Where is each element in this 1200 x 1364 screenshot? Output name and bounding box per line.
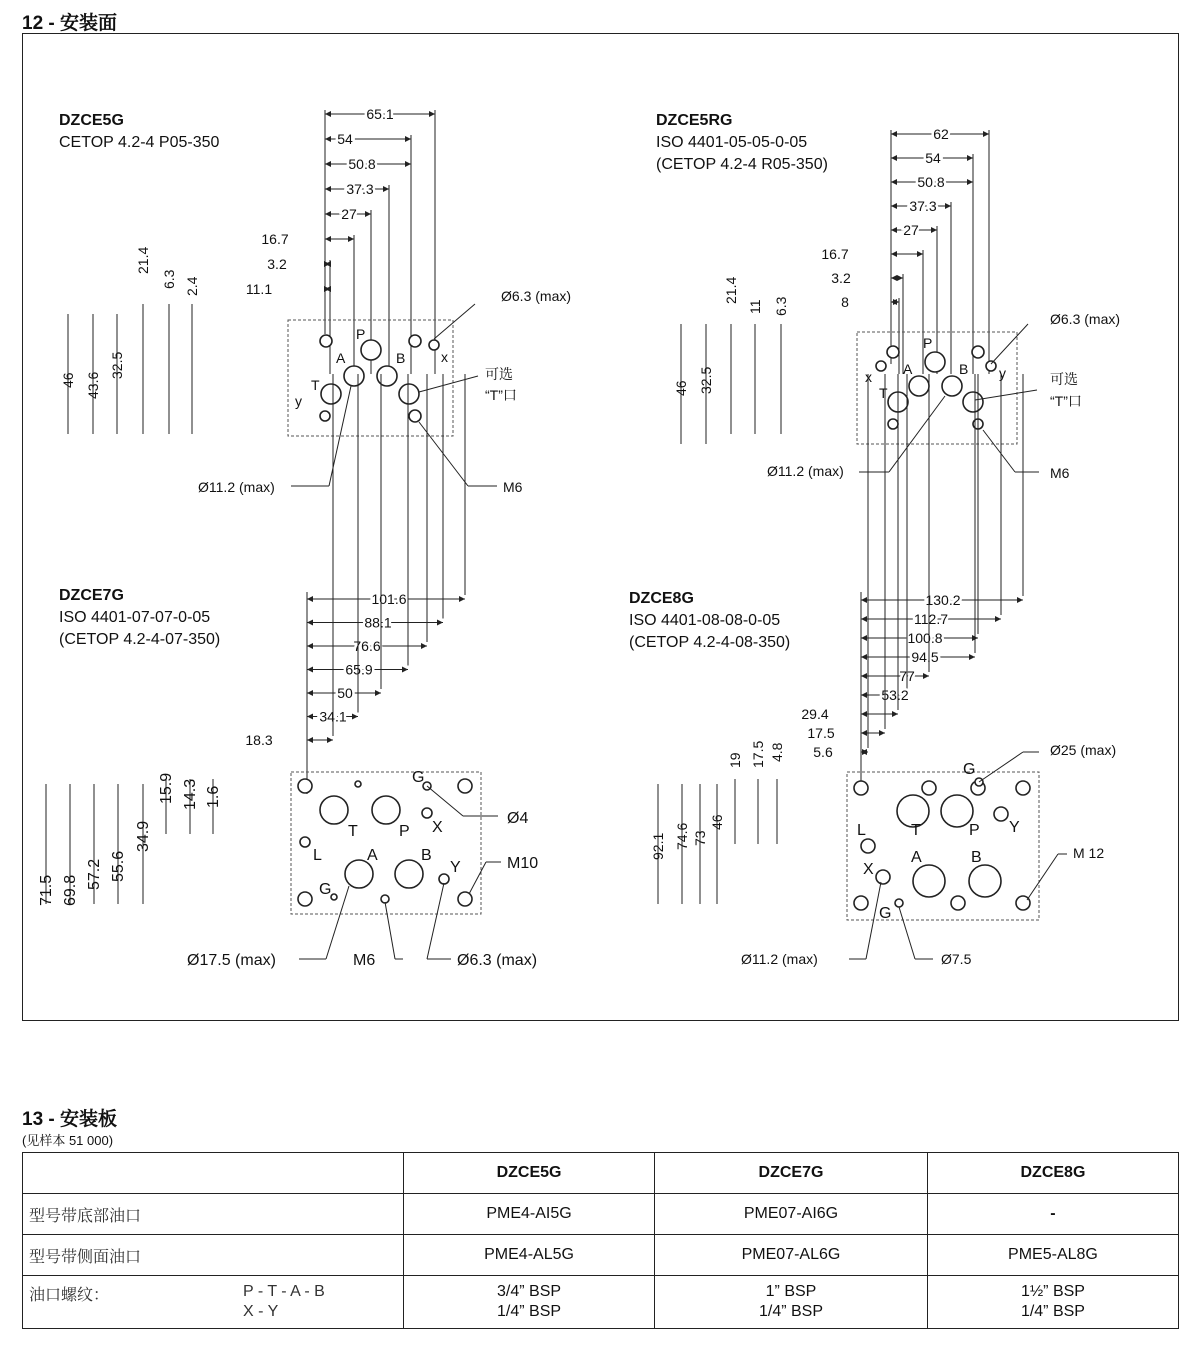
dzce5g-vdim-label: 43.6 [85,371,101,399]
dzce8g-port-label: T [911,822,921,839]
dzce5g-port-hole [361,340,381,360]
dzce8g-hdim-arrow [861,635,867,641]
dzce8g-dim-label: 29.4 [801,706,829,722]
table-header-dzce5g: DZCE5G [404,1153,655,1194]
dzce5g-hdim-arrow [325,136,331,142]
table-header-empty [23,1153,404,1194]
dzce8g-callout: Ø7.5 [941,951,972,967]
dzce5g-hdim-arrow [324,261,330,267]
dzce7g-port-hole [458,892,472,906]
dzce5rg-hdim-arrow [891,251,897,257]
dzce5g-port-hole [321,384,341,404]
dzce7g-port-hole [439,874,449,884]
dzce5rg-hdim-arrow [891,179,897,185]
dzce8g-callout: Ø11.2 (max) [741,951,818,967]
dzce7g-vdim-label: 71.5 [38,874,55,906]
dzce5rg-vdim-label: 21.4 [723,276,739,304]
dzce7g-vdim-label: 1.6 [205,785,222,808]
dzce8g-hdim-arrow [861,616,867,622]
dzce5rg-port-hole [963,392,983,412]
dzce5g-leader [419,376,478,392]
sublabel-xy: X - Y [243,1303,279,1320]
dzce5g-optional-label: “T”口 [485,387,517,403]
dzce8g-vdim-label: 19 [727,752,743,768]
dzce8g-port-hole [854,781,868,795]
table-cell: PME4-AL5G [404,1235,655,1276]
dzce7g-dim-label: 50 [337,685,353,701]
dzce5g-dim-label: 37.3 [346,181,374,197]
dzce8g-port-label: A [911,849,922,866]
dzce8g-port-hole [969,865,1001,897]
dzce7g-vdim-label: 15.9 [158,772,175,804]
dzce8g-port-label: L [857,822,866,839]
dzce8g-port-hole [1016,781,1030,795]
dzce8g-standard: (CETOP 4.2-4-08-350) [629,634,791,651]
dzce5g-port-hole [320,411,330,421]
dzce5rg-port-hole [887,346,899,358]
row-label: 型号带侧面油口 [23,1235,404,1276]
dzce7g-vdim-label: 57.2 [86,858,103,890]
dzce5rg-dim-label: 62 [933,126,949,142]
dzce5rg-port-label: A [903,361,913,377]
dzce5rg-port-hole [972,346,984,358]
dzce7g-model: DZCE7G [59,587,124,604]
dzce7g-port-hole [458,779,472,793]
dzce8g-vdim-label: 74.6 [674,822,690,850]
dzce7g-dim-label: 65.9 [345,661,373,678]
dzce8g-dim-label: 5.6 [813,744,833,760]
dzce5rg-port-label: B [959,361,969,377]
dzce5rg-standard: (CETOP 4.2-4 R05-350) [656,156,828,173]
mounting-surface-frame [22,33,1179,1021]
dzce5rg-hdim-arrow [891,203,897,209]
dzce7g-port-hole [298,779,312,793]
dzce7g-port-hole [320,796,348,824]
dzce7g-port-hole [300,837,310,847]
dzce5g-hdim-arrow [429,111,435,117]
dzce7g-hdim-arrow [437,620,443,626]
dzce5g-dim-label: 50.8 [348,156,376,172]
dzce7g-port-label: X [432,819,443,836]
dzce5rg-hdim-arrow [983,131,989,137]
dzce5rg-vdim-label: 46 [673,380,689,396]
dzce8g-vdim-label: 73 [692,830,708,846]
table-cell [927,1276,1178,1329]
dzce5rg-dim-label: 8 [841,294,849,310]
dzce5rg-port-hole [942,376,962,396]
dzce8g-port-hole [951,896,965,910]
dzce8g-port-label: G [963,761,976,778]
dzce7g-hdim-arrow [421,643,427,649]
dzce8g-port-hole [876,870,890,884]
dzce8g-port-label: Y [1009,819,1020,836]
dzce5rg-dim-label: 37.3 [909,198,937,214]
dzce5g-dim-label: 16.7 [261,231,289,247]
dzce5g-port-hole [377,366,397,386]
dzce5g-vdim-label: 46 [60,372,76,388]
dzce5g-port-label: A [336,350,346,366]
dzce5g-port-label: T [311,377,320,393]
dzce7g-dim-label: 34.1 [319,708,347,725]
dzce5rg-port-hole [986,361,996,371]
table-header-dzce7g: DZCE7G [655,1153,928,1194]
dzce8g-hdim-arrow [861,654,867,660]
dzce7g-leader [385,902,395,959]
dzce5rg-hdim-arrow [917,251,923,257]
dzce7g-vdim-label: 69.8 [62,874,79,906]
dzce8g-standard: ISO 4401-08-08-0-05 [629,612,781,629]
dzce5g-port-hole [429,340,439,350]
dzce8g-port-label: X [863,861,874,878]
dzce5rg-port-label: y [999,365,1006,381]
dzce7g-standard: (CETOP 4.2-4-07-350) [59,631,221,648]
table-header-dzce8g: DZCE8G [927,1153,1178,1194]
dzce8g-port-hole [895,899,903,907]
dzce7g-port-hole [345,860,373,888]
dzce7g-dim-label: 101.6 [371,591,407,607]
dzce5rg-hdim-arrow [967,155,973,161]
row-label: 油口螺纹： [29,1287,110,1304]
dzce7g-hdim-arrow [307,737,313,743]
dzce5rg-port-hole [876,361,886,371]
dzce7g-dim-label: 18.3 [245,732,273,748]
dzce7g-port-label: A [367,847,378,864]
dzce7g-port-label: Y [450,859,461,876]
dzce5g-model: DZCE5G [59,112,124,129]
table-row [23,1235,1179,1276]
table-row [23,1194,1179,1235]
dzce5g-hdim-arrow [365,211,371,217]
dzce5g-hdim-arrow [325,111,331,117]
table-header-row [23,1153,1179,1194]
row-label: 型号带底部油口 [23,1194,404,1235]
section-12-title: 12 - 安装面 [22,13,118,34]
thread-pilot: 1/4” BSP [758,1303,823,1320]
dzce5g-dim-label: 27 [341,206,357,222]
dzce5g-hdim-arrow [325,161,331,167]
dzce7g-port-label: P [399,823,410,840]
dzce8g-port-hole [854,896,868,910]
dzce5g-vdim-label: 2.4 [184,276,200,296]
dzce7g-dim-label: 76.6 [353,638,381,654]
dzce5rg-hdim-arrow [891,131,897,137]
dzce7g-vdim-label: 14.3 [182,778,199,810]
dzce5rg-vdim-label: 6.3 [773,296,789,316]
dzce7g-hdim-arrow [307,714,313,720]
dzce5g-hdim-arrow [325,211,331,217]
dzce5rg-port-label: x [865,369,872,385]
mounting-surface-drawing [23,34,1180,1022]
dzce8g-port-label: G [879,905,892,922]
dzce8g-hdim-arrow [861,692,867,698]
dzce5rg-optional-label: 可选 [1050,371,1078,387]
dzce7g-hdim-arrow [327,737,333,743]
dzce5rg-callout: M6 [1050,465,1070,481]
dzce5g-hdim-arrow [324,286,330,292]
dzce8g-port-label: P [969,822,980,839]
dzce7g-port-hole [422,808,432,818]
dzce7g-hdim-arrow [402,667,408,673]
dzce5g-hdim-arrow [383,186,389,192]
dzce5g-dim-label: 65.1 [366,106,394,122]
dzce5rg-hdim-arrow [891,155,897,161]
dzce5rg-leader [991,324,1028,364]
thread-main: 3/4” BSP [497,1283,562,1300]
dzce7g-callout: Ø6.3 (max) [457,952,538,969]
dzce5rg-hdim-arrow [967,179,973,185]
dzce5g-dim-label: 11.1 [245,281,273,297]
dzce5rg-port-label: P [923,335,933,351]
dzce7g-standard: ISO 4401-07-07-0-05 [59,609,211,626]
dzce5g-optional-label: 可选 [485,366,513,382]
dzce7g-vdim-label: 55.6 [110,850,127,882]
dzce5rg-dim-label: 16.7 [821,246,849,262]
dzce7g-port-label: G [412,769,425,786]
dzce8g-port-hole [861,839,875,853]
dzce5rg-port-hole [909,376,929,396]
dzce8g-vdim-label: 4.8 [769,742,785,762]
dzce8g-dim-label: 53.2 [881,687,909,703]
dzce5g-dim-label: 3.2 [267,256,287,272]
dzce5g-port-hole [344,366,364,386]
dzce8g-dim-label: 94.5 [911,649,939,665]
dzce7g-port-hole [372,796,400,824]
table-row [23,1276,1179,1329]
dzce7g-callout: Ø4 [507,810,529,827]
dzce8g-dim-label: 77 [899,668,915,684]
thread-pilot: 1/4” BSP [1020,1303,1085,1320]
dzce7g-callout: M10 [507,855,539,872]
dzce8g-dim-label: 100.8 [907,630,943,646]
dzce8g-hdim-arrow [923,673,929,679]
dzce8g-leader [979,752,1023,782]
dzce8g-hdim-arrow [1017,597,1023,603]
dzce5g-hdim-arrow [348,236,354,242]
dzce8g-port-hole [994,807,1008,821]
table-cell: PME4-AI5G [404,1194,655,1235]
dzce8g-port-hole [922,781,936,795]
dzce7g-hdim-arrow [307,643,313,649]
dzce8g-vdim-label: 46 [709,814,725,830]
dzce5rg-port-hole [925,352,945,372]
dzce8g-leader [899,907,915,959]
dzce7g-port-hole [355,781,361,787]
sublabel-ptab: P - T - A - B [243,1283,325,1300]
dzce5rg-port-hole [888,419,898,429]
dzce5g-port-hole [399,384,419,404]
dzce5g-callout: Ø11.2 (max) [198,479,275,495]
table-cell: PME5-AL8G [927,1235,1178,1276]
dzce8g-hdim-arrow [861,597,867,603]
table-cell: - [927,1194,1178,1235]
dzce5rg-vdim-label: 11 [747,299,763,314]
dzce5rg-hdim-arrow [931,227,937,233]
dzce5rg-leader [983,430,1015,472]
dzce7g-vdim-label: 34.9 [135,820,152,852]
dzce5g-hdim-arrow [325,186,331,192]
dzce8g-callout: M 12 [1073,845,1105,861]
dzce8g-model: DZCE8G [629,590,694,607]
dzce8g-dim-label: 130.2 [925,592,961,608]
dzce7g-leader [469,862,486,894]
dzce5g-port-label: B [396,350,406,366]
dzce8g-port-hole [913,865,945,897]
dzce5rg-hdim-arrow [891,227,897,233]
dzce5g-vdim-label: 32.5 [109,351,125,379]
dzce7g-dim-label: 88.1 [364,614,392,631]
dzce8g-callout: Ø25 (max) [1050,742,1117,758]
dzce5rg-dim-label: 54 [925,150,941,166]
thread-main: 1” BSP [765,1283,817,1300]
thread-sublabels [243,1282,325,1322]
dzce8g-hdim-arrow [969,654,975,660]
dzce7g-hdim-arrow [459,596,465,602]
dzce5rg-hdim-arrow [897,275,903,281]
section-13-subtitle: (见样本 51 000) [22,1133,114,1148]
dzce5rg-callout: Ø11.2 (max) [767,463,844,479]
dzce5g-port-hole [409,335,421,347]
dzce7g-port-hole [331,894,337,900]
dzce7g-callout: M6 [353,952,376,969]
dzce8g-hdim-arrow [861,673,867,679]
dzce8g-dim-label: 112.7 [914,611,948,627]
dzce5rg-hdim-arrow [945,203,951,209]
dzce5g-port-label: x [441,349,448,365]
dzce5g-callout: M6 [503,479,523,495]
dzce5g-vdim-label: 6.3 [161,269,177,289]
subplate-table [22,1152,1179,1329]
dzce5g-port-hole [409,410,421,422]
thread-pilot: 1/4” BSP [497,1303,562,1320]
dzce5rg-vdim-label: 32.5 [698,366,714,394]
dzce5rg-callout: Ø6.3 (max) [1050,311,1121,327]
table-cell: PME07-AL6G [655,1235,928,1276]
dzce5g-vdim-label: 21.4 [135,246,151,274]
dzce8g-hdim-arrow [862,749,868,755]
dzce5rg-dim-label: 3.2 [831,270,851,286]
dzce7g-hdim-arrow [307,596,313,602]
dzce7g-port-hole [395,860,423,888]
dzce7g-port-hole [298,892,312,906]
dzce5rg-leader [975,390,1037,400]
dzce8g-vdim-label: 92.1 [650,832,666,860]
dzce5g-hdim-arrow [405,161,411,167]
dzce7g-hdim-arrow [307,667,313,673]
dzce5g-hdim-arrow [405,136,411,142]
dzce5rg-optional-label: “T”口 [1050,393,1082,409]
section-13-title: 13 - 安装板 [22,1109,118,1130]
dzce5g-port-label: y [295,393,302,409]
dzce8g-hdim-arrow [879,730,885,736]
row-label-thread [23,1276,404,1329]
dzce7g-port-hole [381,895,389,903]
dzce8g-vdim-label: 17.5 [750,740,766,768]
dzce7g-hdim-arrow [307,690,313,696]
dzce7g-leader [427,883,444,959]
dzce7g-callout: Ø17.5 (max) [187,952,276,969]
dzce7g-port-label: G [319,881,332,898]
dzce7g-hdim-arrow [307,620,313,626]
dzce7g-hdim-arrow [375,690,381,696]
dzce8g-hdim-arrow [892,711,898,717]
dzce7g-port-label: T [348,823,358,840]
dzce7g-hdim-arrow [352,714,358,720]
thread-main: 1½” BSP [1020,1283,1085,1300]
dzce5g-port-label: P [356,326,366,342]
dzce5rg-hdim-arrow [891,275,897,281]
dzce5g-callout: Ø6.3 (max) [501,288,572,304]
dzce5g-dim-label: 54 [337,131,353,147]
dzce5rg-dim-label: 27 [903,222,919,238]
dzce5rg-port-label: T [879,385,888,401]
table-cell [404,1276,655,1329]
dzce8g-leader [1027,854,1058,900]
dzce5g-hdim-arrow [325,236,331,242]
dzce8g-dim-label: 17.5 [807,725,835,741]
dzce5g-standard: CETOP 4.2-4 P05-350 [59,134,220,151]
dzce8g-hdim-arrow [861,711,867,717]
dzce5rg-dim-label: 50.8 [917,174,945,190]
dzce8g-port-label: B [971,849,982,866]
table-cell [655,1276,928,1329]
dzce7g-port-label: L [313,847,322,864]
table-cell: PME07-AI6G [655,1194,928,1235]
dzce5rg-model: DZCE5RG [656,112,733,129]
dzce5rg-standard: ISO 4401-05-05-0-05 [656,134,808,151]
dzce7g-port-label: B [421,847,432,864]
dzce8g-hdim-arrow [861,730,867,736]
dzce5g-port-hole [320,335,332,347]
dzce8g-hdim-arrow [995,616,1001,622]
dzce5g-leader [434,304,475,339]
